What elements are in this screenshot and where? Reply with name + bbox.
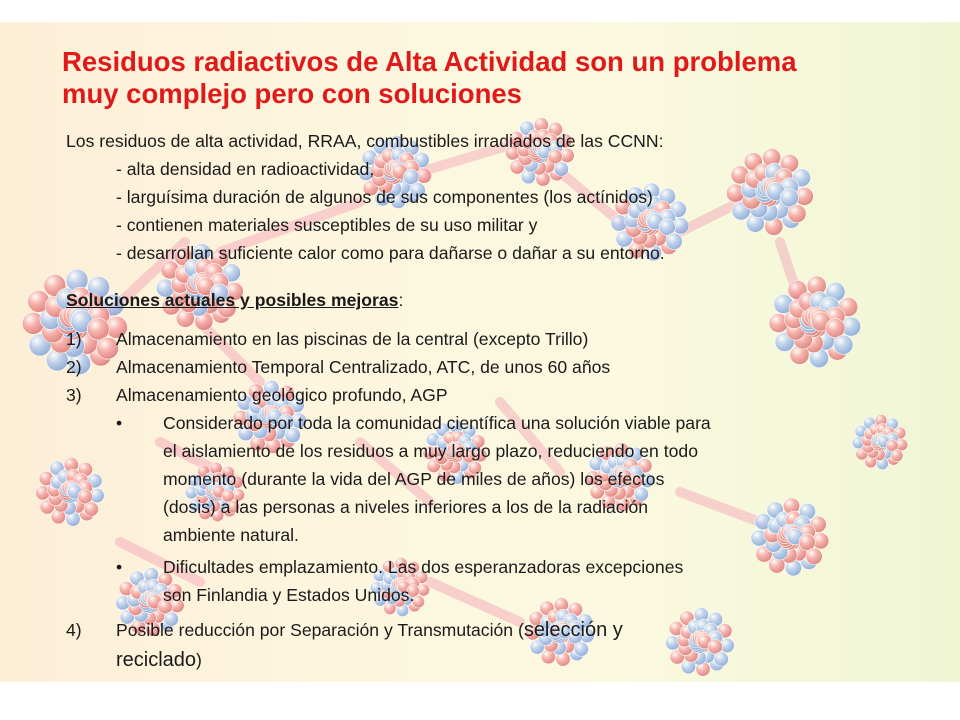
solutions-heading-colon: : <box>398 290 404 310</box>
bullet-line: el aislamiento de los residuos a muy largo plazo, reduciendo en todo <box>163 441 698 461</box>
list-number: 1) <box>66 329 82 349</box>
slide-title <box>62 46 797 110</box>
list-number: 3) <box>66 385 82 405</box>
item4-text-large: selección y <box>523 619 623 641</box>
intro-item: - desarrollan suficiente calor como para dañarse o dañar a su entorno. <box>116 243 665 263</box>
nucleus-cluster-icon <box>769 276 861 368</box>
nucleus-cluster-icon <box>726 148 813 235</box>
bullet-icon: • <box>116 413 123 433</box>
title-line-1: Residuos radiactivos de Alta Actividad son un problema <box>62 46 797 77</box>
item4-text: Posible reducción por Separación y Transmutación ( <box>116 620 524 640</box>
item4-text: ) <box>196 650 202 670</box>
bullet-line: Considerado por toda la comunidad científica una solución viable para <box>163 413 711 433</box>
intro-item: - contienen materiales susceptibles de su uso militar y <box>116 215 538 235</box>
nucleus-cluster-icon <box>36 458 105 527</box>
slide <box>0 22 960 682</box>
intro-item: - larguísima duración de algunos de sus componentes (los actínidos) <box>116 187 653 207</box>
nucleus-cluster-icon <box>666 608 735 677</box>
list-number: 4) <box>66 620 82 640</box>
bullet-line: son Finlandia y Estados Unidos. <box>163 585 415 605</box>
list-item-4-line-1 <box>116 616 623 644</box>
solutions-heading-text: Soluciones actuales y posibles mejoras <box>66 290 399 310</box>
solutions-heading <box>66 286 403 314</box>
bullet-line: momento (durante la vida del AGP de miles de años) los efectos <box>163 469 665 489</box>
bullet-icon: • <box>116 557 123 577</box>
list-item-4-line-2 <box>116 646 202 674</box>
list-item: Almacenamiento Temporal Centralizado, ATC, de unos 60 años <box>116 357 611 377</box>
list-item: Almacenamiento en las piscinas de la central (excepto Trillo) <box>116 329 589 349</box>
intro-item: - alta densidad en radioactividad, <box>116 159 375 179</box>
intro-lead: Los residuos de alta actividad, RRAA, combustibles irradiados de las CCNN: <box>66 131 664 151</box>
bullet-line: Dificultades emplazamiento. Las dos esperanzadoras excepciones <box>163 557 684 577</box>
list-number: 2) <box>66 357 82 377</box>
title-line-2: muy complejo pero con soluciones <box>62 78 522 109</box>
bullet-line: (dosis) a las personas a niveles inferiores a los de la radiación <box>163 497 649 517</box>
item4-text-large: reciclado <box>116 649 197 671</box>
bullet-line: ambiente natural. <box>163 525 299 545</box>
list-item: Almacenamiento geológico profundo, AGP <box>116 385 448 405</box>
nucleus-cluster-icon <box>751 498 829 576</box>
nucleus-cluster-icon <box>852 414 908 470</box>
